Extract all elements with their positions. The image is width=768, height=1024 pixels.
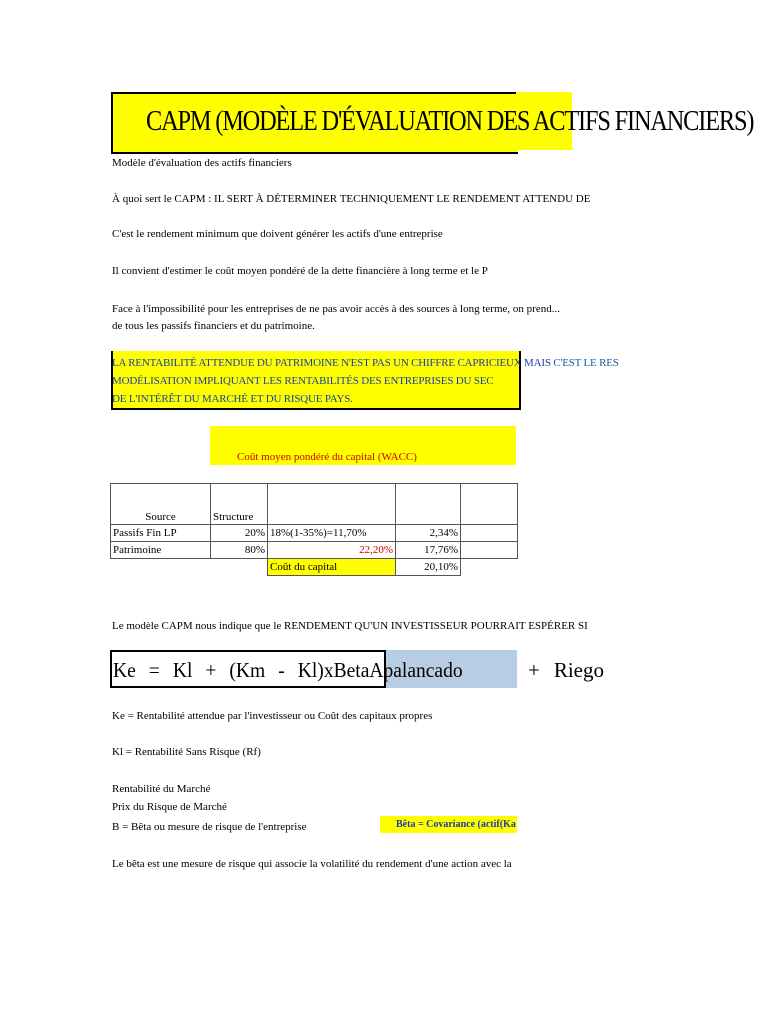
table-row — [111, 542, 518, 559]
row-extra — [461, 525, 518, 542]
face-paragraph-line2: de tous les passifs financiers et du patrimoine. — [112, 320, 315, 332]
wacc-label: Coût moyen pondéré du capital (WACC) — [237, 451, 417, 463]
formula-ke: Ke — [113, 658, 136, 682]
table-total-row — [111, 559, 518, 576]
total-label: Coût du capital — [268, 559, 396, 576]
capm-intro: Le modèle CAPM nous indique que le RENDEMENT QU'UN INVESTISSEUR POURRAIT ESPÉRER SI — [112, 620, 588, 632]
row-extra — [461, 542, 518, 559]
estimate-paragraph: Il convient d'estimer le coût moyen pondéré de la dette financière à long terme et le P — [112, 265, 488, 277]
row-weighted: 2,34% — [396, 525, 461, 542]
empty-cell — [461, 559, 518, 576]
header-weighted — [396, 484, 461, 525]
header-extra — [461, 484, 518, 525]
total-value: 20,10% — [396, 559, 461, 576]
definition-kl: Kl = Rentabilité Sans Risque (Rf) — [112, 746, 261, 758]
table-row — [111, 525, 518, 542]
highlight-line-1 — [112, 356, 619, 370]
face-paragraph-line1: Face à l'impossibilité pour les entreprises de ne pas avoir accès à des sources à long terme, on prend... — [112, 303, 560, 315]
wacc-table — [110, 483, 518, 576]
formula-km: (Km — [229, 658, 266, 682]
formula-equals: = — [148, 658, 160, 682]
row-structure: 80% — [211, 542, 268, 559]
beta-sentence: Le bêta est une mesure de risque qui associe la volatilité du rendement d'une action avec la — [112, 858, 512, 870]
subtitle: Modèle d'évaluation des actifs financiers — [112, 157, 292, 169]
row-cost: 22,20% — [268, 542, 396, 559]
table-header-row — [111, 484, 518, 525]
highlight-line-2: MODÉLISATION IMPLIQUANT LES RENTABILITÉS DES ENTREPRISES DU SEC — [112, 375, 494, 387]
formula-kl-beta: Kl)xBetaApalancado — [297, 658, 463, 682]
formula-kl: Kl — [172, 658, 193, 682]
row-source: Patrimoine — [111, 542, 211, 559]
formula-plus: + — [205, 658, 217, 682]
empty-cell — [211, 559, 268, 576]
definition-ke: Ke = Rentabilité attendue par l'investisseur ou Coût des capitaux propres — [112, 710, 433, 722]
beta-covariance-label: Bêta = Covariance (actif(Ka — [396, 819, 516, 830]
header-source: Source — [111, 484, 211, 525]
header-structure: Structure — [211, 484, 268, 525]
empty-cell — [111, 559, 211, 576]
formula-minus: - — [278, 658, 285, 682]
formula-riego: Riego — [553, 658, 605, 682]
header-cost — [268, 484, 396, 525]
definition-market: Rentabilité du Marché — [112, 783, 211, 795]
row-cost: 18%(1-35%)=11,70% — [268, 525, 396, 542]
formula-tail — [528, 656, 604, 684]
highlight-line-3: DE L'INTÉRÊT DU MARCHÉ ET DU RISQUE PAYS. — [112, 393, 353, 405]
purpose-paragraph: À quoi sert le CAPM : IL SERT À DÉTERMINER TECHNIQUEMENT LE RENDEMENT ATTENDU DE — [112, 193, 591, 205]
row-source: Passifs Fin LP — [111, 525, 211, 542]
page-title: CAPM (MODÈLE D'ÉVALUATION DES ACTIFS FINANCIERS) — [146, 105, 754, 137]
definition-beta: B = Bêta ou mesure de risque de l'entreprise — [112, 821, 307, 833]
highlight-line-1-overflow: C'EST LE RES — [550, 357, 619, 369]
row-weighted: 17,76% — [396, 542, 461, 559]
min-return-paragraph: C'est le rendement minimum que doivent générer les actifs d'une entreprise — [112, 228, 443, 240]
formula-plus-2: + — [528, 658, 540, 682]
highlight-line-1-main: LA RENTABILITÉ ATTENDUE DU PATRIMOINE N'EST PAS UN CHIFFRE CAPRICIEUX MAIS — [112, 357, 551, 369]
capm-formula — [113, 656, 463, 684]
definition-premium: Prix du Risque de Marché — [112, 801, 227, 813]
row-structure: 20% — [211, 525, 268, 542]
